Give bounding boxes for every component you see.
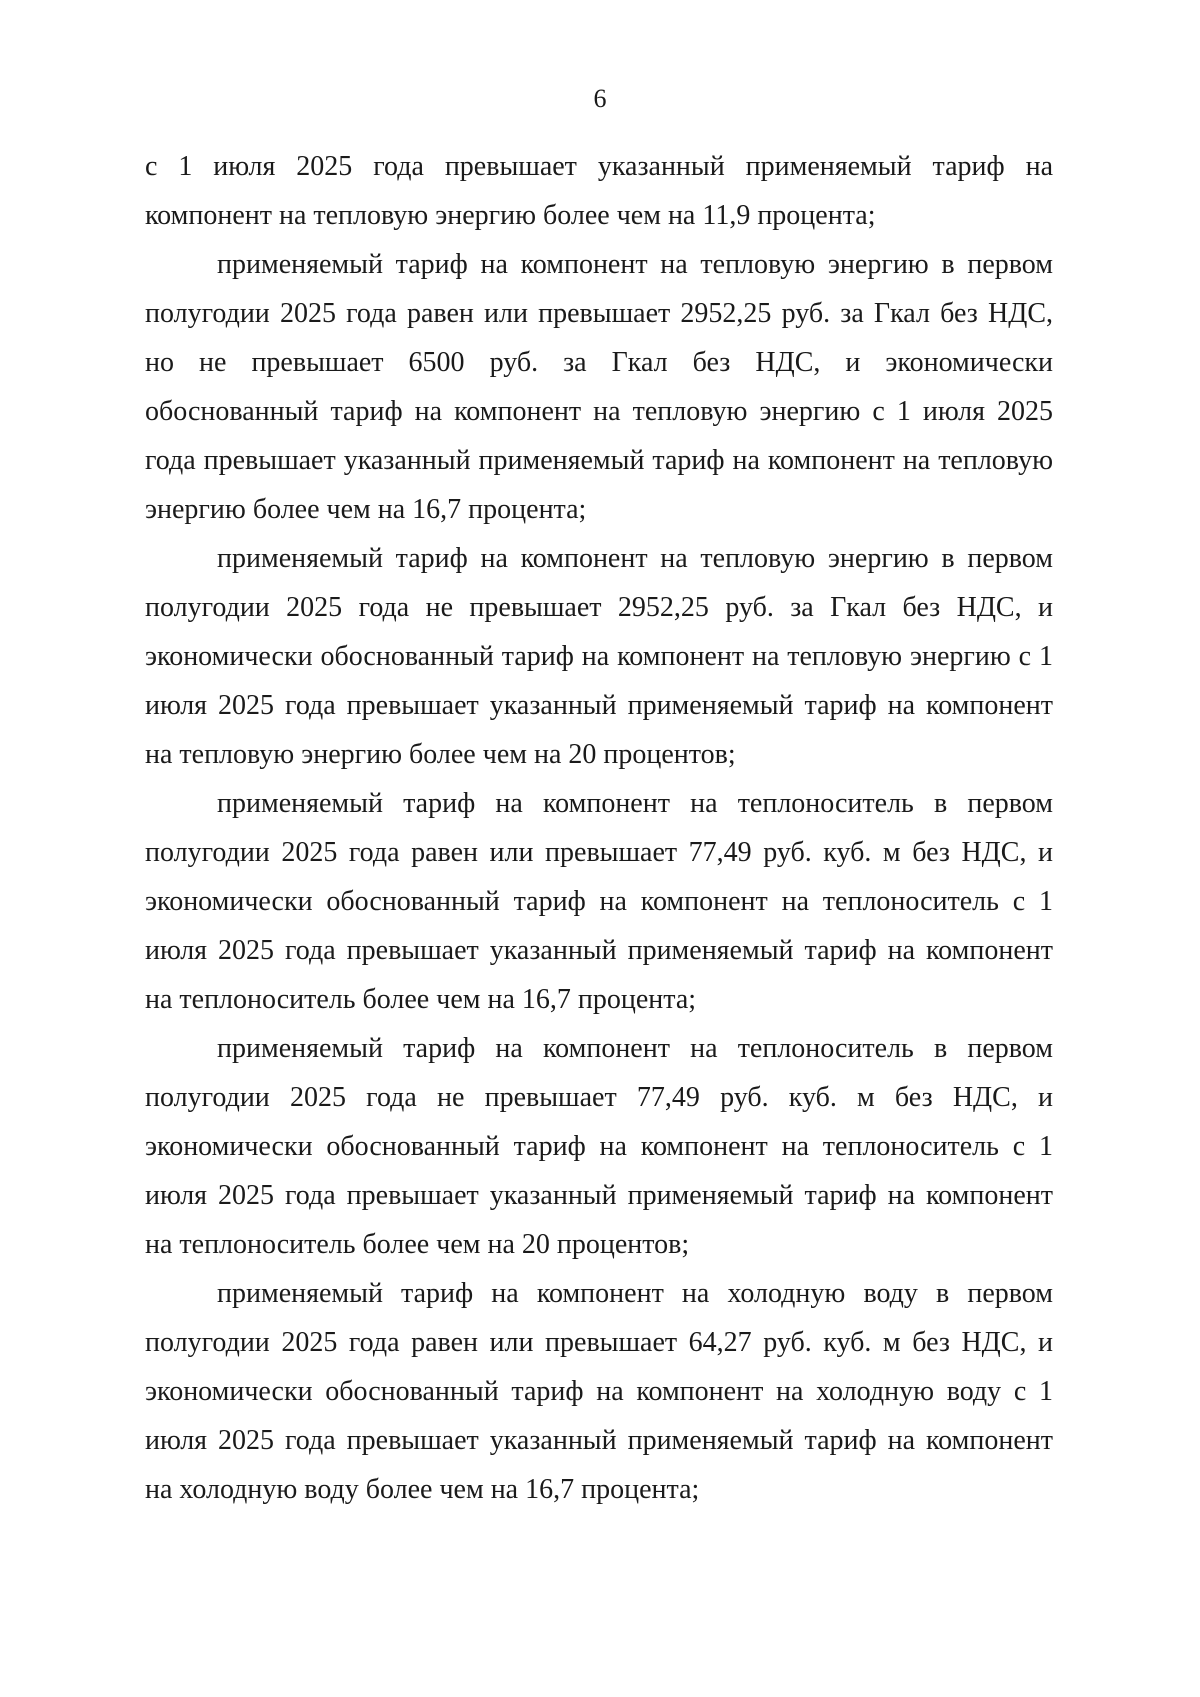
text-line: с 1 июля 2025 года превышает указанный применяемый тариф: [145, 1376, 1054, 1456]
text-line: с 1 июля 2025 года превышает указанный применяемый тариф: [145, 1131, 1054, 1211]
text-line: но не превышает 6500 руб. за Гкал без НДС, и экономически обоснованный: [145, 347, 1053, 427]
text-line: и экономически обоснованный тариф на компонент на теплоноситель: [145, 1082, 1053, 1162]
text-line: на компонент на тепловую энергию более чем на 11,9 процента;: [145, 151, 1053, 231]
text-line: полугодии 2025 года не превышает 2952,25 руб. за Гкал без НДС, и: [145, 592, 1053, 623]
paragraph: [145, 240, 1053, 534]
text-line: полугодии 2025 года не превышает 77,49 руб. куб. м без НДС,: [145, 1082, 1018, 1113]
text-line: экономически обоснованный тариф на компонент на тепловую энергию с: [145, 641, 1032, 672]
text-line: применяемый тариф на компонент на тепловую энергию в первом: [217, 543, 1053, 574]
paragraph: [145, 142, 1053, 240]
text-line: на компонент на теплоноситель более чем на 16,7 процента;: [145, 935, 1053, 1015]
text-line: 1 июля 2025 года превышает указанный применяемый тариф на компонент: [145, 641, 1054, 721]
text-line: с 1 июля 2025 года превышает указанный применяемый тариф: [145, 886, 1054, 966]
paragraph: [145, 1024, 1053, 1269]
text-line: полугодии 2025 года равен или превышает 64,27 руб. куб. м без НДС,: [145, 1327, 1027, 1358]
text-line: применяемый тариф на компонент на теплоноситель в первом: [217, 788, 1053, 819]
text-line: применяемый тариф на компонент на тепловую энергию в первом: [217, 249, 1053, 280]
page-number: 6: [593, 84, 607, 113]
text-line: и экономически обоснованный тариф на компонент на теплоноситель: [145, 837, 1054, 917]
text-line: полугодии 2025 года равен или превышает 2952,25 руб. за Гкал без НДС,: [145, 298, 1053, 329]
text-line: и экономически обоснованный тариф на компонент на холодную воду: [145, 1327, 1054, 1407]
text-line: на компонент на теплоноситель более чем на 20 процентов;: [145, 1180, 1053, 1260]
text-line: полугодии 2025 года равен или превышает 77,49 руб. куб. м без НДС,: [145, 837, 1027, 868]
text-line: чем на 16,7 процента;: [326, 494, 587, 525]
text-line: применяемый тариф на компонент на теплоноситель в первом: [217, 1033, 1053, 1064]
text-line: применяемый тариф на компонент на холодную воду в первом: [217, 1278, 1053, 1309]
text-line: тариф на компонент на тепловую энергию с 1 июля 2025 года превышает: [145, 396, 1054, 476]
paragraph: [145, 534, 1053, 779]
text-line: указанный применяемый тариф на компонент на тепловую энергию более: [145, 445, 1053, 525]
text-line: с 1 июля 2025 года превышает указанный применяемый тариф: [145, 151, 1005, 182]
paragraph: [145, 779, 1053, 1024]
paragraph: [145, 1269, 1053, 1514]
text-line: на компонент на холодную воду более чем на 16,7 процента;: [145, 1425, 1053, 1505]
text-line: на тепловую энергию более чем на 20 процентов;: [145, 739, 736, 770]
document-body: [145, 142, 1053, 1514]
